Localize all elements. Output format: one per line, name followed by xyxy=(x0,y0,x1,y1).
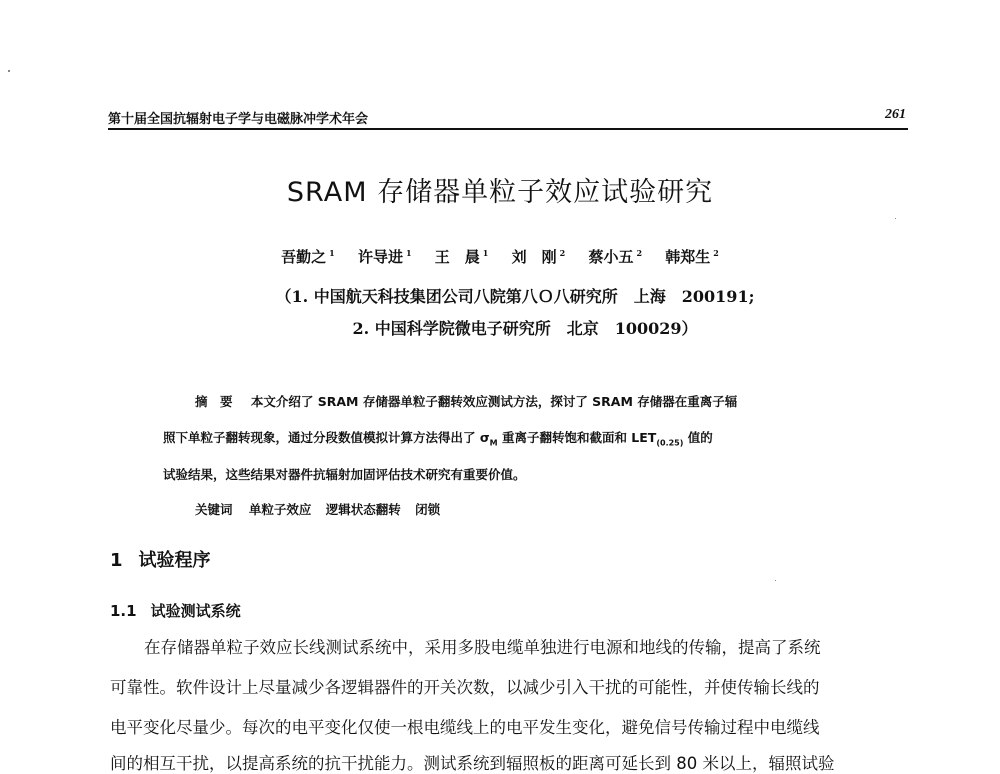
scan-speck xyxy=(8,70,10,72)
author: 刘 刚 $^2$ xyxy=(511,248,566,266)
affiliation-2: 2. 中国科学院微电子研究所 北京 100029） xyxy=(352,319,698,338)
scan-speck xyxy=(895,218,896,219)
body-text-line: 间的相互干扰，以提高系统的抗干扰能力。测试系统到辐照板的距离可延长到 80 米以上，辐照试验 xyxy=(110,754,835,773)
author-list xyxy=(0,246,1000,267)
abstract-label: 摘 要 xyxy=(195,394,233,409)
abstract-line: 试验结果，这些结果对器件抗辐射加固评估技术研究有重要价值。 xyxy=(163,467,526,482)
page-number: 261 xyxy=(885,107,906,122)
keywords xyxy=(195,500,885,518)
conference-name: 第十届全国抗辐射电子学与电磁脉冲学术年会 xyxy=(108,112,369,127)
paper-title: SRAM 存储器单粒子效应试验研究 xyxy=(286,177,714,208)
scan-speck xyxy=(775,580,776,581)
keyword: 单粒子效应 xyxy=(248,502,312,517)
author: 蔡小五 $^2$ xyxy=(588,248,643,266)
affiliation-1: （1. 中国航天科技集团公司八院第八Ｏ八研究所 上海 200191; xyxy=(275,287,755,306)
author: 许导进 $^1$ xyxy=(357,248,412,266)
running-header xyxy=(108,106,908,130)
author: 王 晨 $^1$ xyxy=(434,248,489,266)
abstract-line: 摘 要 本文介绍了 SRAM 存储器单粒子翻转效应测试方法，探讨了 SRAM 存储器在重离子辐 xyxy=(195,394,738,409)
keywords-label: 关键词 xyxy=(195,502,233,517)
author: 韩郑生 $^2$ xyxy=(665,248,719,266)
author: 吾勤之 $^1$ xyxy=(281,248,335,266)
body-text-line: 可靠性。软件设计上尽量减少各逻辑器件的开关次数，以减少引入干扰的可能性，并使传输长线的 xyxy=(110,678,820,697)
section-heading: 1 试验程序 xyxy=(110,550,211,571)
body-text-line: 在存储器单粒子效应长线测试系统中，采用多股电缆单独进行电源和地线的传输，提高了系统 xyxy=(144,638,821,657)
subsection-heading: 1.1 试验测试系统 xyxy=(110,602,241,620)
body-text-line: 电平变化尽量少。每次的电平变化仅使一根电缆线上的电平发生变化，避免信号传输过程中电缆线 xyxy=(110,718,820,737)
keyword: 逻辑状态翻转 xyxy=(325,502,401,517)
abstract-line: 照下单粒子翻转现象，通过分段数值模拟计算方法得出了 $\sigma_M$ 重离子翻转饱和截面和 $LET_{(0.25)}$ 值的 xyxy=(163,430,713,448)
sigma-symbol: σ xyxy=(479,430,490,445)
keyword: 闭锁 xyxy=(415,502,441,517)
